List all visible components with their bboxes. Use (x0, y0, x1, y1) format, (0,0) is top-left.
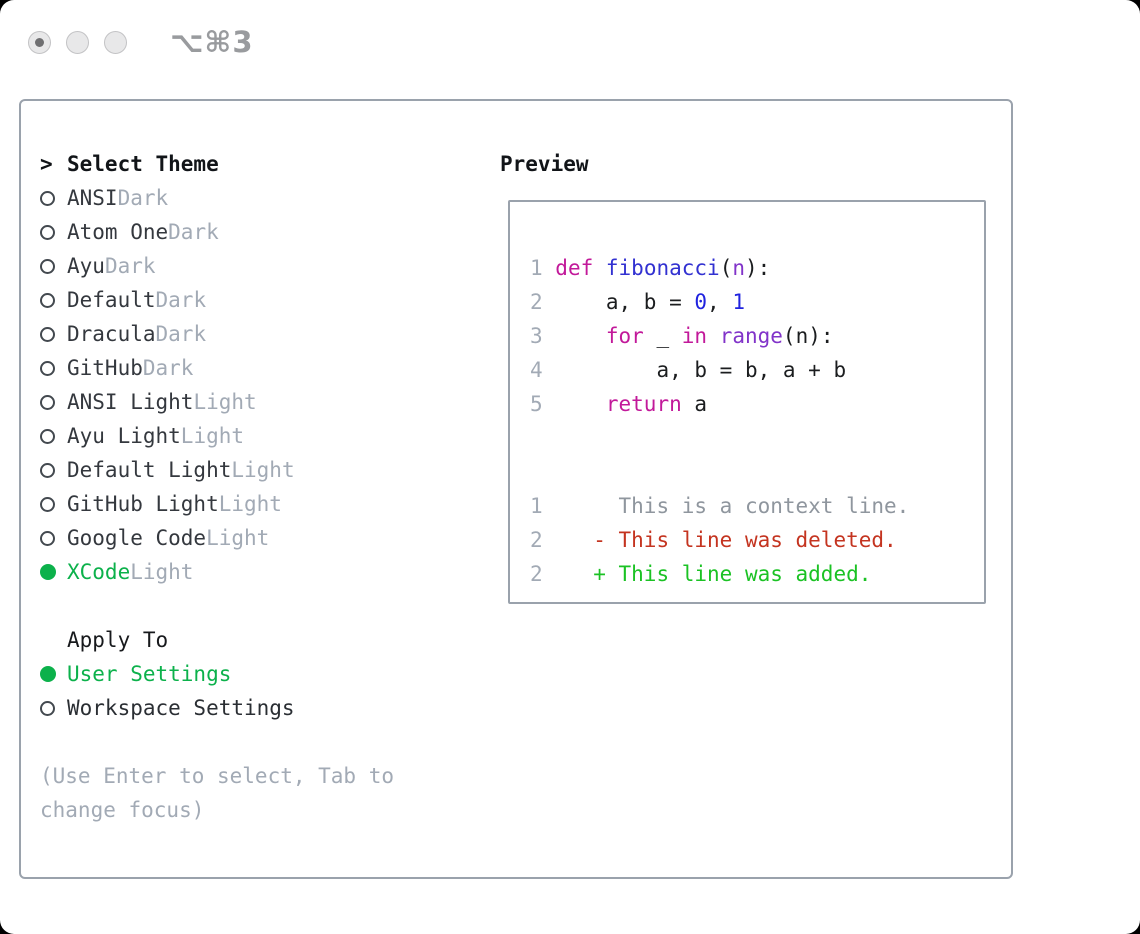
radio-icon (40, 225, 55, 240)
code-token: a (681, 392, 708, 416)
theme-variant: Dark (168, 220, 219, 244)
code-line (530, 251, 984, 285)
code-token: 1 (732, 290, 745, 314)
apply-option-user-settings[interactable] (40, 657, 432, 691)
code-token: a, b = (555, 290, 695, 314)
code-token (555, 392, 606, 416)
theme-variant: Light (206, 526, 270, 550)
apply-option-workspace-settings[interactable] (40, 691, 432, 725)
theme-option-ansi-light-light[interactable] (40, 385, 432, 419)
theme-name: Google Code (67, 526, 207, 550)
preview-box (508, 200, 986, 604)
theme-variant: Light (130, 560, 194, 584)
apply-to-title: Apply To (67, 628, 169, 652)
theme-name: Ayu Light (67, 424, 181, 448)
theme-name: GitHub (67, 356, 143, 380)
radio-icon (40, 327, 55, 342)
theme-name: Default Light (67, 458, 232, 482)
theme-option-google-code-light[interactable] (40, 521, 432, 555)
radio-wrap (40, 361, 67, 376)
traffic-light-dot (35, 38, 44, 47)
theme-name: ANSI Light (67, 390, 194, 414)
code-token: fibonacci (605, 256, 720, 280)
radio-wrap (40, 701, 67, 716)
radio-icon (40, 463, 55, 478)
code-token: return (605, 392, 682, 416)
theme-variant: Dark (117, 186, 169, 210)
apply-option-label: User Settings (67, 662, 232, 686)
line-number: 1 (530, 494, 556, 518)
diff-text: + This line was added. (555, 562, 872, 586)
theme-variant: Dark (142, 356, 194, 380)
code-token: 0 (694, 290, 708, 314)
theme-option-github-dark[interactable] (40, 351, 432, 385)
radio-wrap (40, 327, 67, 342)
code-token: (n): (782, 324, 834, 348)
traffic-light-zoom[interactable] (104, 31, 127, 54)
theme-option-github-light-light[interactable] (40, 487, 432, 521)
radio-selected-icon (40, 564, 56, 580)
help-text: (Use Enter to select, Tab to change focus) (40, 764, 395, 822)
theme-name: Atom One (67, 220, 169, 244)
radio-wrap (40, 666, 67, 682)
radio-wrap (40, 225, 67, 240)
theme-name: Dracula (67, 322, 156, 346)
titlebar (28, 25, 254, 59)
line-number: 2 (530, 562, 556, 586)
radio-wrap (40, 564, 67, 580)
code-token: _ (643, 324, 682, 348)
radio-wrap (40, 497, 67, 512)
code-token: in (681, 324, 708, 348)
radio-icon (40, 531, 55, 546)
code-token: , (707, 290, 733, 314)
radio-icon (40, 497, 55, 512)
theme-option-ansi-dark[interactable] (40, 181, 432, 215)
traffic-light-minimize[interactable] (66, 31, 89, 54)
radio-wrap (40, 293, 67, 308)
code-token: a, b = b, a + b (555, 358, 847, 382)
line-number: 5 (530, 392, 556, 416)
radio-wrap (40, 429, 67, 444)
theme-option-ayu-dark[interactable] (40, 249, 432, 283)
radio-wrap (40, 259, 67, 274)
line-number: 3 (530, 324, 556, 348)
theme-list-section (40, 147, 432, 827)
line-number: 2 (530, 290, 556, 314)
select-theme-header (40, 147, 432, 181)
radio-icon (40, 293, 55, 308)
line-number: 2 (530, 528, 556, 552)
code-token: def (555, 256, 594, 280)
radio-icon (40, 361, 55, 376)
theme-variant: Dark (155, 322, 207, 346)
code-token: range (719, 324, 783, 348)
apply-to-list (40, 657, 432, 725)
diff-preview (530, 489, 984, 591)
theme-name: GitHub Light (67, 492, 219, 516)
theme-variant: Light (218, 492, 282, 516)
window-shortcut-label: ⌥⌘3 (170, 25, 254, 59)
code-token: n (732, 256, 745, 280)
code-preview (530, 251, 984, 421)
select-theme-title: Select Theme (67, 152, 219, 176)
theme-variant: Light (180, 424, 245, 448)
radio-icon (40, 701, 55, 716)
radio-wrap (40, 531, 67, 546)
theme-option-ayu-light-light[interactable] (40, 419, 432, 453)
prompt-caret-icon: > (40, 152, 53, 176)
diff-text: - This line was deleted. (555, 528, 897, 552)
radio-icon (40, 429, 55, 444)
code-token (555, 324, 606, 348)
theme-list (40, 181, 432, 589)
theme-option-xcode-light[interactable] (40, 555, 432, 589)
radio-icon (40, 395, 55, 410)
theme-option-atom-one-dark[interactable] (40, 215, 432, 249)
theme-name: XCode (67, 560, 131, 584)
diff-line-context (530, 489, 984, 523)
traffic-light-close[interactable] (28, 31, 51, 54)
code-line (530, 285, 984, 319)
code-token: for (605, 324, 644, 348)
theme-option-dracula-dark[interactable] (40, 317, 432, 351)
theme-variant: Light (193, 390, 257, 414)
line-number: 4 (530, 358, 556, 382)
theme-variant: Light (231, 458, 295, 482)
theme-option-default-light-light[interactable] (40, 453, 432, 487)
diff-text: This is a context line. (555, 494, 910, 518)
apply-option-label: Workspace Settings (67, 696, 295, 720)
code-token: ): (745, 256, 771, 280)
preview-title: Preview (500, 152, 589, 176)
theme-variant: Dark (155, 288, 207, 312)
spacer (40, 589, 432, 623)
code-token: ( (719, 256, 733, 280)
radio-selected-icon (40, 666, 56, 682)
code-line (530, 353, 984, 387)
code-token (593, 256, 606, 280)
radio-wrap (40, 191, 67, 206)
code-line (530, 387, 984, 421)
radio-wrap (40, 463, 67, 478)
blank-line (530, 455, 984, 489)
theme-name: Ayu (67, 254, 105, 278)
line-number: 1 (530, 256, 556, 280)
theme-variant: Dark (104, 254, 156, 278)
theme-option-default-dark[interactable] (40, 283, 432, 317)
radio-wrap (40, 395, 67, 410)
apply-to-header (40, 623, 432, 657)
theme-picker-panel (19, 99, 1013, 879)
theme-name: ANSI (67, 186, 118, 210)
radio-icon (40, 191, 55, 206)
blank-line (530, 421, 984, 455)
theme-name: Default (67, 288, 156, 312)
diff-line-deleted (530, 523, 984, 557)
code-line (530, 319, 984, 353)
code-token (707, 324, 720, 348)
radio-icon (40, 259, 55, 274)
diff-line-added (530, 557, 984, 591)
